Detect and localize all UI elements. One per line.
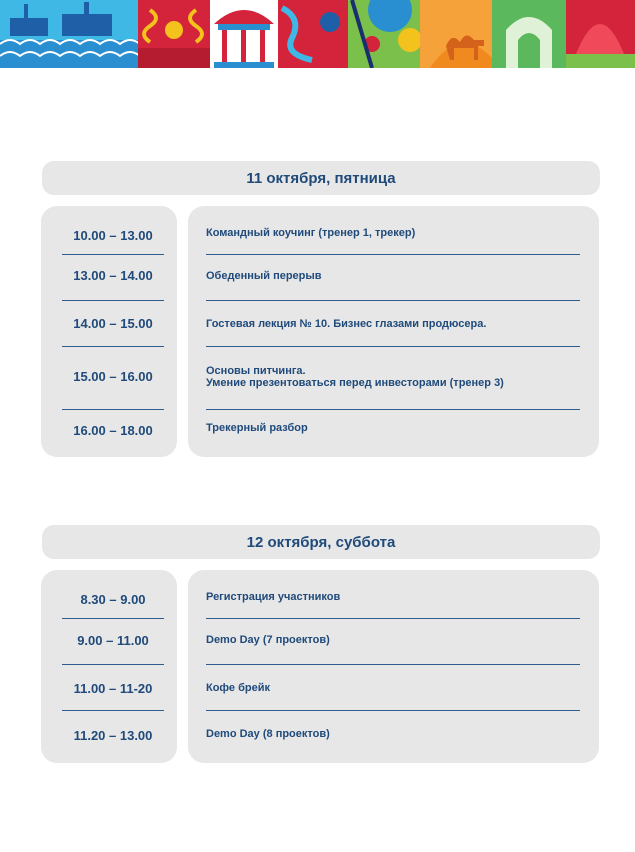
activity-item: Гостевая лекция № 10. Бизнес глазами продюсера. [206, 318, 487, 330]
time-slot: 13.00 – 14.00 [73, 268, 153, 283]
activity-column [188, 570, 599, 763]
decorative-banner [0, 0, 635, 68]
divider [206, 300, 580, 301]
activity-item: Основы питчинга. Умение презентоваться перед инвесторами (тренер 3) [206, 365, 504, 389]
divider [206, 618, 580, 619]
divider [206, 710, 580, 711]
day-header: 11 октября, пятница [42, 161, 600, 195]
activity-item: Кофе брейк [206, 682, 270, 694]
divider [62, 254, 164, 255]
divider [206, 254, 580, 255]
ornament-icon [0, 0, 635, 68]
activity-item: Командный коучинг (тренер 1, трекер) [206, 227, 416, 239]
divider [62, 710, 164, 711]
activity-item: Трекерный разбор [206, 422, 308, 434]
time-slot: 15.00 – 16.00 [73, 369, 153, 384]
divider [206, 346, 580, 347]
time-slot: 16.00 – 18.00 [73, 423, 153, 438]
divider [62, 300, 164, 301]
divider [206, 664, 580, 665]
time-slot: 14.00 – 15.00 [73, 316, 153, 331]
divider [62, 664, 164, 665]
divider [62, 618, 164, 619]
divider [62, 409, 164, 410]
time-slot: 9.00 – 11.00 [77, 633, 149, 648]
divider [206, 409, 580, 410]
divider [62, 346, 164, 347]
time-slot: 11.00 – 11-20 [73, 681, 153, 696]
time-slot: 10.00 – 13.00 [73, 228, 153, 243]
activity-column [188, 206, 599, 457]
activity-item: Обеденный перерыв [206, 270, 322, 282]
activity-item: Demo Day (8 проектов) [206, 728, 330, 740]
time-slot: 11.20 – 13.00 [73, 728, 153, 743]
time-column [41, 206, 177, 457]
time-slot: 8.30 – 9.00 [80, 592, 146, 607]
day-header: 12 октября, суббота [42, 525, 600, 559]
activity-item: Demo Day (7 проектов) [206, 634, 330, 646]
time-column [41, 570, 177, 763]
activity-item: Регистрация участников [206, 591, 341, 603]
